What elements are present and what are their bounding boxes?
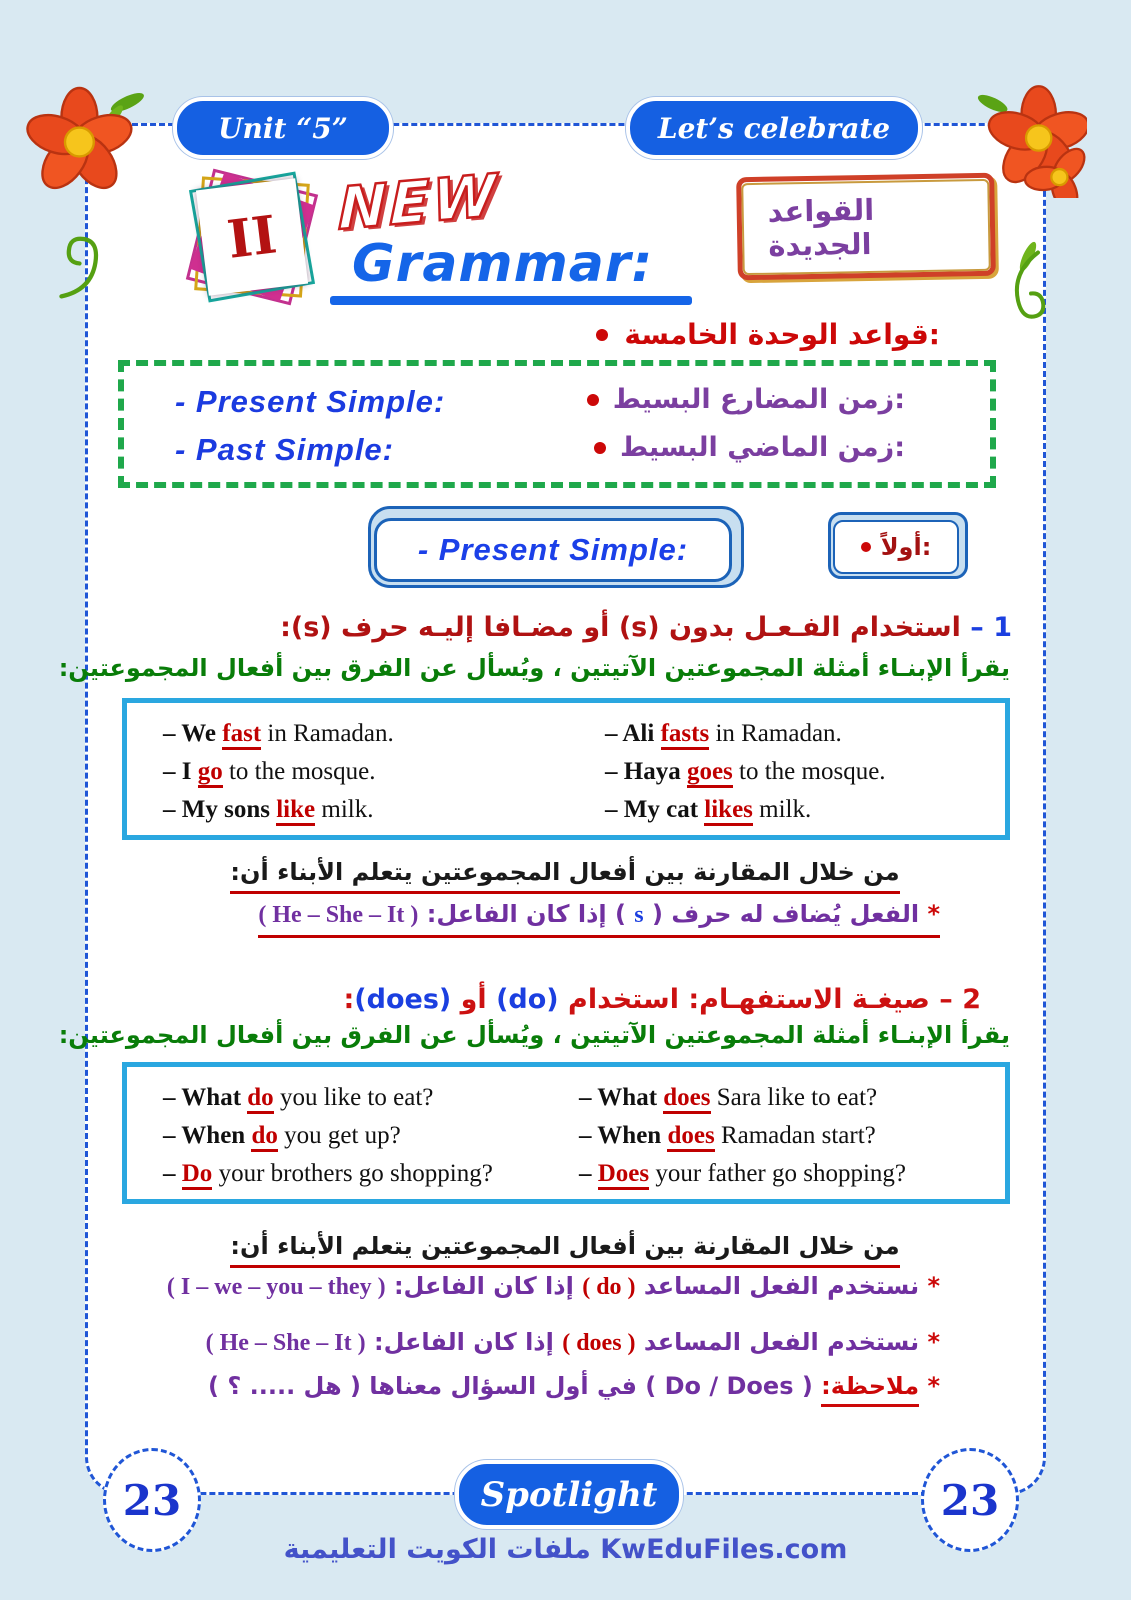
bullet-dot-icon bbox=[594, 442, 606, 454]
tense-en-present: - Present Simple: bbox=[175, 384, 446, 419]
examples-box-2 bbox=[122, 1062, 1010, 1204]
tense-ar-present-label: زمن المضارع البسيط: bbox=[612, 384, 905, 415]
keyword-go: go bbox=[198, 758, 223, 788]
aux-do: ( do ) bbox=[582, 1274, 636, 1300]
example-sentence: – Haya goes to the mosque. bbox=[605, 753, 886, 791]
examples-box2-left-column bbox=[163, 1079, 493, 1193]
keyword-do: do bbox=[247, 1084, 273, 1114]
tense-ar-past bbox=[594, 432, 905, 463]
unit-rules-heading-label: قواعد الوحدة الخامسة: bbox=[624, 318, 940, 351]
example-sentence: – My cat likes milk. bbox=[605, 791, 886, 829]
examples-box-1 bbox=[122, 698, 1010, 840]
example-sentence: – My sons like milk. bbox=[163, 791, 394, 829]
keyword-does: does bbox=[663, 1084, 710, 1114]
tense-overview-box bbox=[118, 360, 996, 488]
new-title: NEW bbox=[337, 160, 500, 244]
keyword-does: does bbox=[667, 1122, 714, 1152]
bullet-dot-icon bbox=[596, 329, 608, 341]
example-question: – What do you like to eat? bbox=[163, 1079, 493, 1117]
note-label: ملاحظة: bbox=[821, 1372, 919, 1407]
site-latin: KwEduFiles.com bbox=[600, 1534, 848, 1565]
tense-ar-present bbox=[587, 384, 905, 415]
example-question: – What does Sara like to eat? bbox=[579, 1079, 906, 1117]
read-instruction-1: يقرأ الإبنـاء أمثلة المجموعتين الآتيتين ، ويُسأل عن الفرق بين أفعال المجموعتين: bbox=[58, 654, 1010, 682]
example-sentence: – I go to the mosque. bbox=[163, 753, 394, 791]
keyword-goes: goes bbox=[687, 758, 733, 788]
unit-badge bbox=[173, 97, 393, 159]
example-question: – Do your brothers go shopping? bbox=[163, 1155, 493, 1193]
example-sentence: – Ali fasts in Ramadan. bbox=[605, 715, 886, 753]
examples-box2-right-column bbox=[579, 1079, 906, 1193]
bullet-dot-icon bbox=[587, 394, 599, 406]
asterisk: * bbox=[919, 1372, 940, 1400]
read-instruction-2: يقرأ الإبنـاء أمثلة المجموعتين الآتيتين ، ويُسأل عن الفرق بين أفعال المجموعتين: bbox=[58, 1021, 1010, 1049]
keyword-do-capital: Do bbox=[182, 1160, 213, 1190]
site-watermark bbox=[0, 1534, 1131, 1565]
logo-numeral: II bbox=[224, 203, 280, 271]
aux-does: ( does ) bbox=[562, 1330, 636, 1356]
rule-does: * نستخدم الفعل المساعد ( does ) إذا كان الفاعل: ( He – She – It ) bbox=[205, 1328, 940, 1356]
keyword-likes: likes bbox=[704, 796, 753, 826]
first-tag bbox=[828, 512, 968, 579]
pronouns-i-we-you-they: ( I – we – you – they ) bbox=[166, 1274, 386, 1300]
keyword-like: like bbox=[276, 796, 315, 826]
flower-top-left-icon bbox=[24, 76, 154, 196]
pronouns-he-she-it: ( He – She – It ) bbox=[258, 902, 419, 928]
present-simple-banner-label: - Present Simple: bbox=[374, 518, 732, 582]
rule-add-s: * الفعل يُضاف له حرف ( s ) إذا كان الفاعل: ( He – She – It ) bbox=[258, 900, 940, 938]
examples-box1-left-column bbox=[163, 715, 394, 829]
rule-do: * نستخدم الفعل المساعد ( do ) إذا كان الفاعل: ( I – we – you – they ) bbox=[166, 1272, 940, 1300]
keyword-does: (does) bbox=[354, 984, 452, 1015]
keyword-does-capital: Does bbox=[598, 1160, 649, 1190]
example-question: – Does your father go shopping? bbox=[579, 1155, 906, 1193]
new-rules-badge bbox=[736, 173, 996, 280]
keyword-do: do bbox=[251, 1122, 277, 1152]
letter-s: s bbox=[634, 902, 644, 928]
grammar-title: Grammar: bbox=[352, 234, 654, 294]
section1-heading bbox=[280, 612, 1012, 643]
asterisk: * bbox=[919, 1272, 940, 1300]
asterisk: * bbox=[919, 1328, 940, 1356]
present-simple-banner bbox=[368, 506, 744, 588]
section1-heading-text: استخدام الفـعـل بدون (s) أو مضـافا إليـه حرف (s): bbox=[280, 612, 961, 643]
keyword-fasts: fasts bbox=[661, 720, 710, 750]
unit-badge-label: Unit “5” bbox=[218, 111, 348, 145]
example-question: – When do you get up? bbox=[163, 1117, 493, 1155]
first-tag-label: أولاً: bbox=[880, 533, 932, 561]
page-number-right: 23 bbox=[921, 1448, 1019, 1552]
tense-en-past: - Past Simple: bbox=[175, 432, 394, 467]
keyword-do: (do) bbox=[496, 984, 559, 1015]
spotlight-badge bbox=[455, 1460, 683, 1529]
celebrate-badge-label: Let’s celebrate bbox=[657, 111, 891, 145]
celebrate-badge bbox=[626, 97, 922, 159]
note-line bbox=[208, 1372, 940, 1400]
section2-number: 2 – bbox=[929, 984, 981, 1015]
swirl-right-icon bbox=[998, 240, 1048, 335]
example-question: – When does Ramadan start? bbox=[579, 1117, 906, 1155]
examples-box1-right-column bbox=[605, 715, 886, 829]
note-text: ( Do / Does ) في أول السؤال معناها ( هل ..... ؟ ) bbox=[208, 1372, 822, 1400]
asterisk: * bbox=[919, 900, 940, 928]
tense-ar-past-label: زمن الماضي البسيط: bbox=[619, 432, 905, 463]
example-sentence: – We fast in Ramadan. bbox=[163, 715, 394, 753]
new-rules-badge-label: القواعد الجديدة bbox=[741, 178, 991, 274]
section2-heading: 2 – صيغـة الاستفهـام: استخدام (do) أو (does): bbox=[343, 984, 981, 1015]
spotlight-label: Spotlight bbox=[480, 1474, 658, 1515]
logo-numeral-tile bbox=[196, 178, 308, 295]
bullet-dot-icon bbox=[861, 542, 871, 552]
keyword-fast: fast bbox=[222, 720, 261, 750]
unit-rules-heading bbox=[596, 318, 940, 351]
pronouns-he-she-it: ( He – She – It ) bbox=[205, 1330, 366, 1356]
grammar-underline bbox=[330, 296, 692, 305]
site-arabic: ملفات الكويت التعليمية bbox=[283, 1534, 601, 1565]
compare-line-1: من خلال المقارنة بين أفعال المجموعتين يتعلم الأبناء أن: bbox=[120, 858, 1010, 886]
page-number-left: 23 bbox=[103, 1448, 201, 1552]
section1-number: 1 – bbox=[960, 612, 1012, 643]
unit-logo bbox=[188, 170, 316, 304]
compare-line-2: من خلال المقارنة بين أفعال المجموعتين يتعلم الأبناء أن: bbox=[120, 1232, 1010, 1260]
swirl-left-icon bbox=[52, 222, 107, 307]
